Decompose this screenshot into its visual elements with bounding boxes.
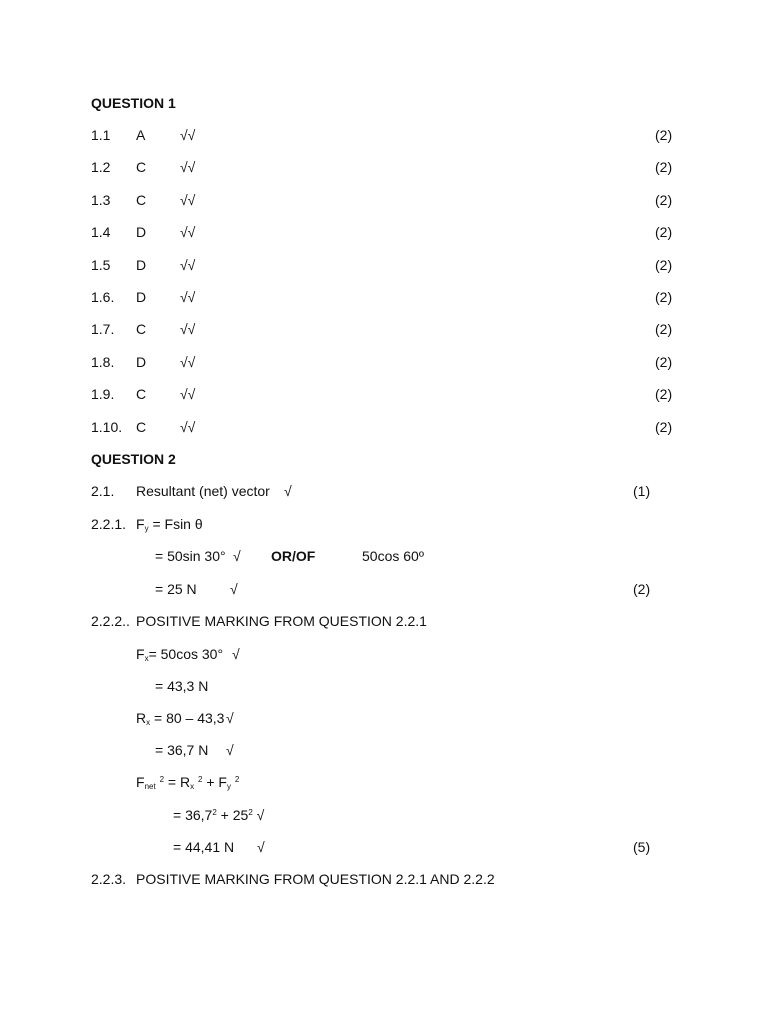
q1-item-number: 1.3 <box>91 192 111 208</box>
q1-item-marks: (2) <box>655 321 673 337</box>
q1-item-answer: D <box>136 354 147 370</box>
q1-item-ticks: √√ <box>180 354 196 370</box>
q1-item-answer: D <box>136 224 147 240</box>
q222-fnet-formula: $F_{net}$ $^2 = R_x$ $^2 + F_y$ $^2$ <box>136 774 240 791</box>
q221-result-tick: √ <box>230 581 238 597</box>
q1-item-marks: (2) <box>655 419 673 435</box>
q1-item-answer: C <box>136 159 147 175</box>
q1-item-marks: (2) <box>655 257 673 273</box>
q21-tick: √ <box>284 483 292 499</box>
q1-item-number: 1.5 <box>91 257 111 273</box>
q1-item-marks: (2) <box>655 386 673 402</box>
q221-substitution: = 50sin 30° <box>155 548 226 564</box>
q21-number: 2.1. <box>91 483 115 499</box>
q1-item-answer: C <box>136 419 147 435</box>
q222-result-tick: √ <box>257 839 265 855</box>
q1-item-number: 1.4 <box>91 224 111 240</box>
q221-formula: $F_y = Fsin$ θ <box>136 516 203 533</box>
q222-squares-tick: √ <box>256 807 265 823</box>
q221-or: OR/OF <box>271 548 316 564</box>
q1-item-marks: (2) <box>655 289 673 305</box>
q1-item-number: 1.8. <box>91 354 115 370</box>
q221-number: 2.2.1. <box>91 516 127 532</box>
q222-rx-tick: √ <box>226 710 234 726</box>
q222-fx-tick: √ <box>232 646 240 662</box>
q1-item-ticks: √√ <box>180 224 196 240</box>
q223-number: 2.2.3. <box>91 871 127 887</box>
q222-marks: (5) <box>633 839 651 855</box>
q221-substitution-tick: √ <box>233 548 241 564</box>
q1-item-ticks: √√ <box>180 321 196 337</box>
q1-item-answer: C <box>136 321 147 337</box>
q1-item-answer: D <box>136 289 147 305</box>
q222-rx-value-tick: √ <box>226 742 234 758</box>
q223-heading: POSITIVE MARKING FROM QUESTION 2.2.1 AND 2.2.2 <box>136 871 495 887</box>
q222-heading: POSITIVE MARKING FROM QUESTION 2.2.1 <box>136 613 427 629</box>
q1-item-marks: (2) <box>655 127 673 143</box>
q1-item-marks: (2) <box>655 192 673 208</box>
q1-item-ticks: √√ <box>180 192 196 208</box>
q222-rx-formula: $R_x = 80 - 43,3$ <box>136 710 225 727</box>
q21-answer: Resultant (net) vector <box>136 483 270 499</box>
q1-item-number: 1.9. <box>91 386 115 402</box>
q222-result: = 44,41 N <box>173 839 235 855</box>
q1-item-ticks: √√ <box>180 159 196 175</box>
q1-item-number: 1.7. <box>91 321 115 337</box>
q1-item-number: 1.1 <box>91 127 111 143</box>
question-1-heading: QUESTION 1 <box>91 95 176 111</box>
q1-item-answer: A <box>136 127 146 143</box>
q1-item-marks: (2) <box>655 224 673 240</box>
q222-squares: = $36,7^2 + 25^2$ √ <box>173 807 265 823</box>
q222-rx-value: = 36,7 N <box>155 742 209 758</box>
q222-fx-formula: $F_x= 50\cos$ 30° <box>136 646 224 663</box>
q221-result: = 25 N <box>155 581 197 597</box>
q1-item-number: 1.10. <box>91 419 123 435</box>
q1-item-ticks: √√ <box>180 257 196 273</box>
q1-item-answer: C <box>136 192 147 208</box>
q1-item-answer: C <box>136 386 147 402</box>
q222-fx-value: = 43,3 N <box>155 678 209 694</box>
q1-item-number: 1.6. <box>91 289 115 305</box>
q1-item-marks: (2) <box>655 354 673 370</box>
q1-item-ticks: √√ <box>180 419 196 435</box>
q221-marks: (2) <box>633 581 651 597</box>
q1-item-ticks: √√ <box>180 127 196 143</box>
q221-alternative: 50cos 60º <box>362 548 424 564</box>
q1-item-number: 1.2 <box>91 159 111 175</box>
q1-item-marks: (2) <box>655 159 673 175</box>
q222-number: 2.2.2.. <box>91 613 130 629</box>
q1-item-answer: D <box>136 257 147 273</box>
question-2-heading: QUESTION 2 <box>91 451 176 467</box>
q1-item-ticks: √√ <box>180 289 196 305</box>
q21-marks: (1) <box>633 483 651 499</box>
q1-item-ticks: √√ <box>180 386 196 402</box>
